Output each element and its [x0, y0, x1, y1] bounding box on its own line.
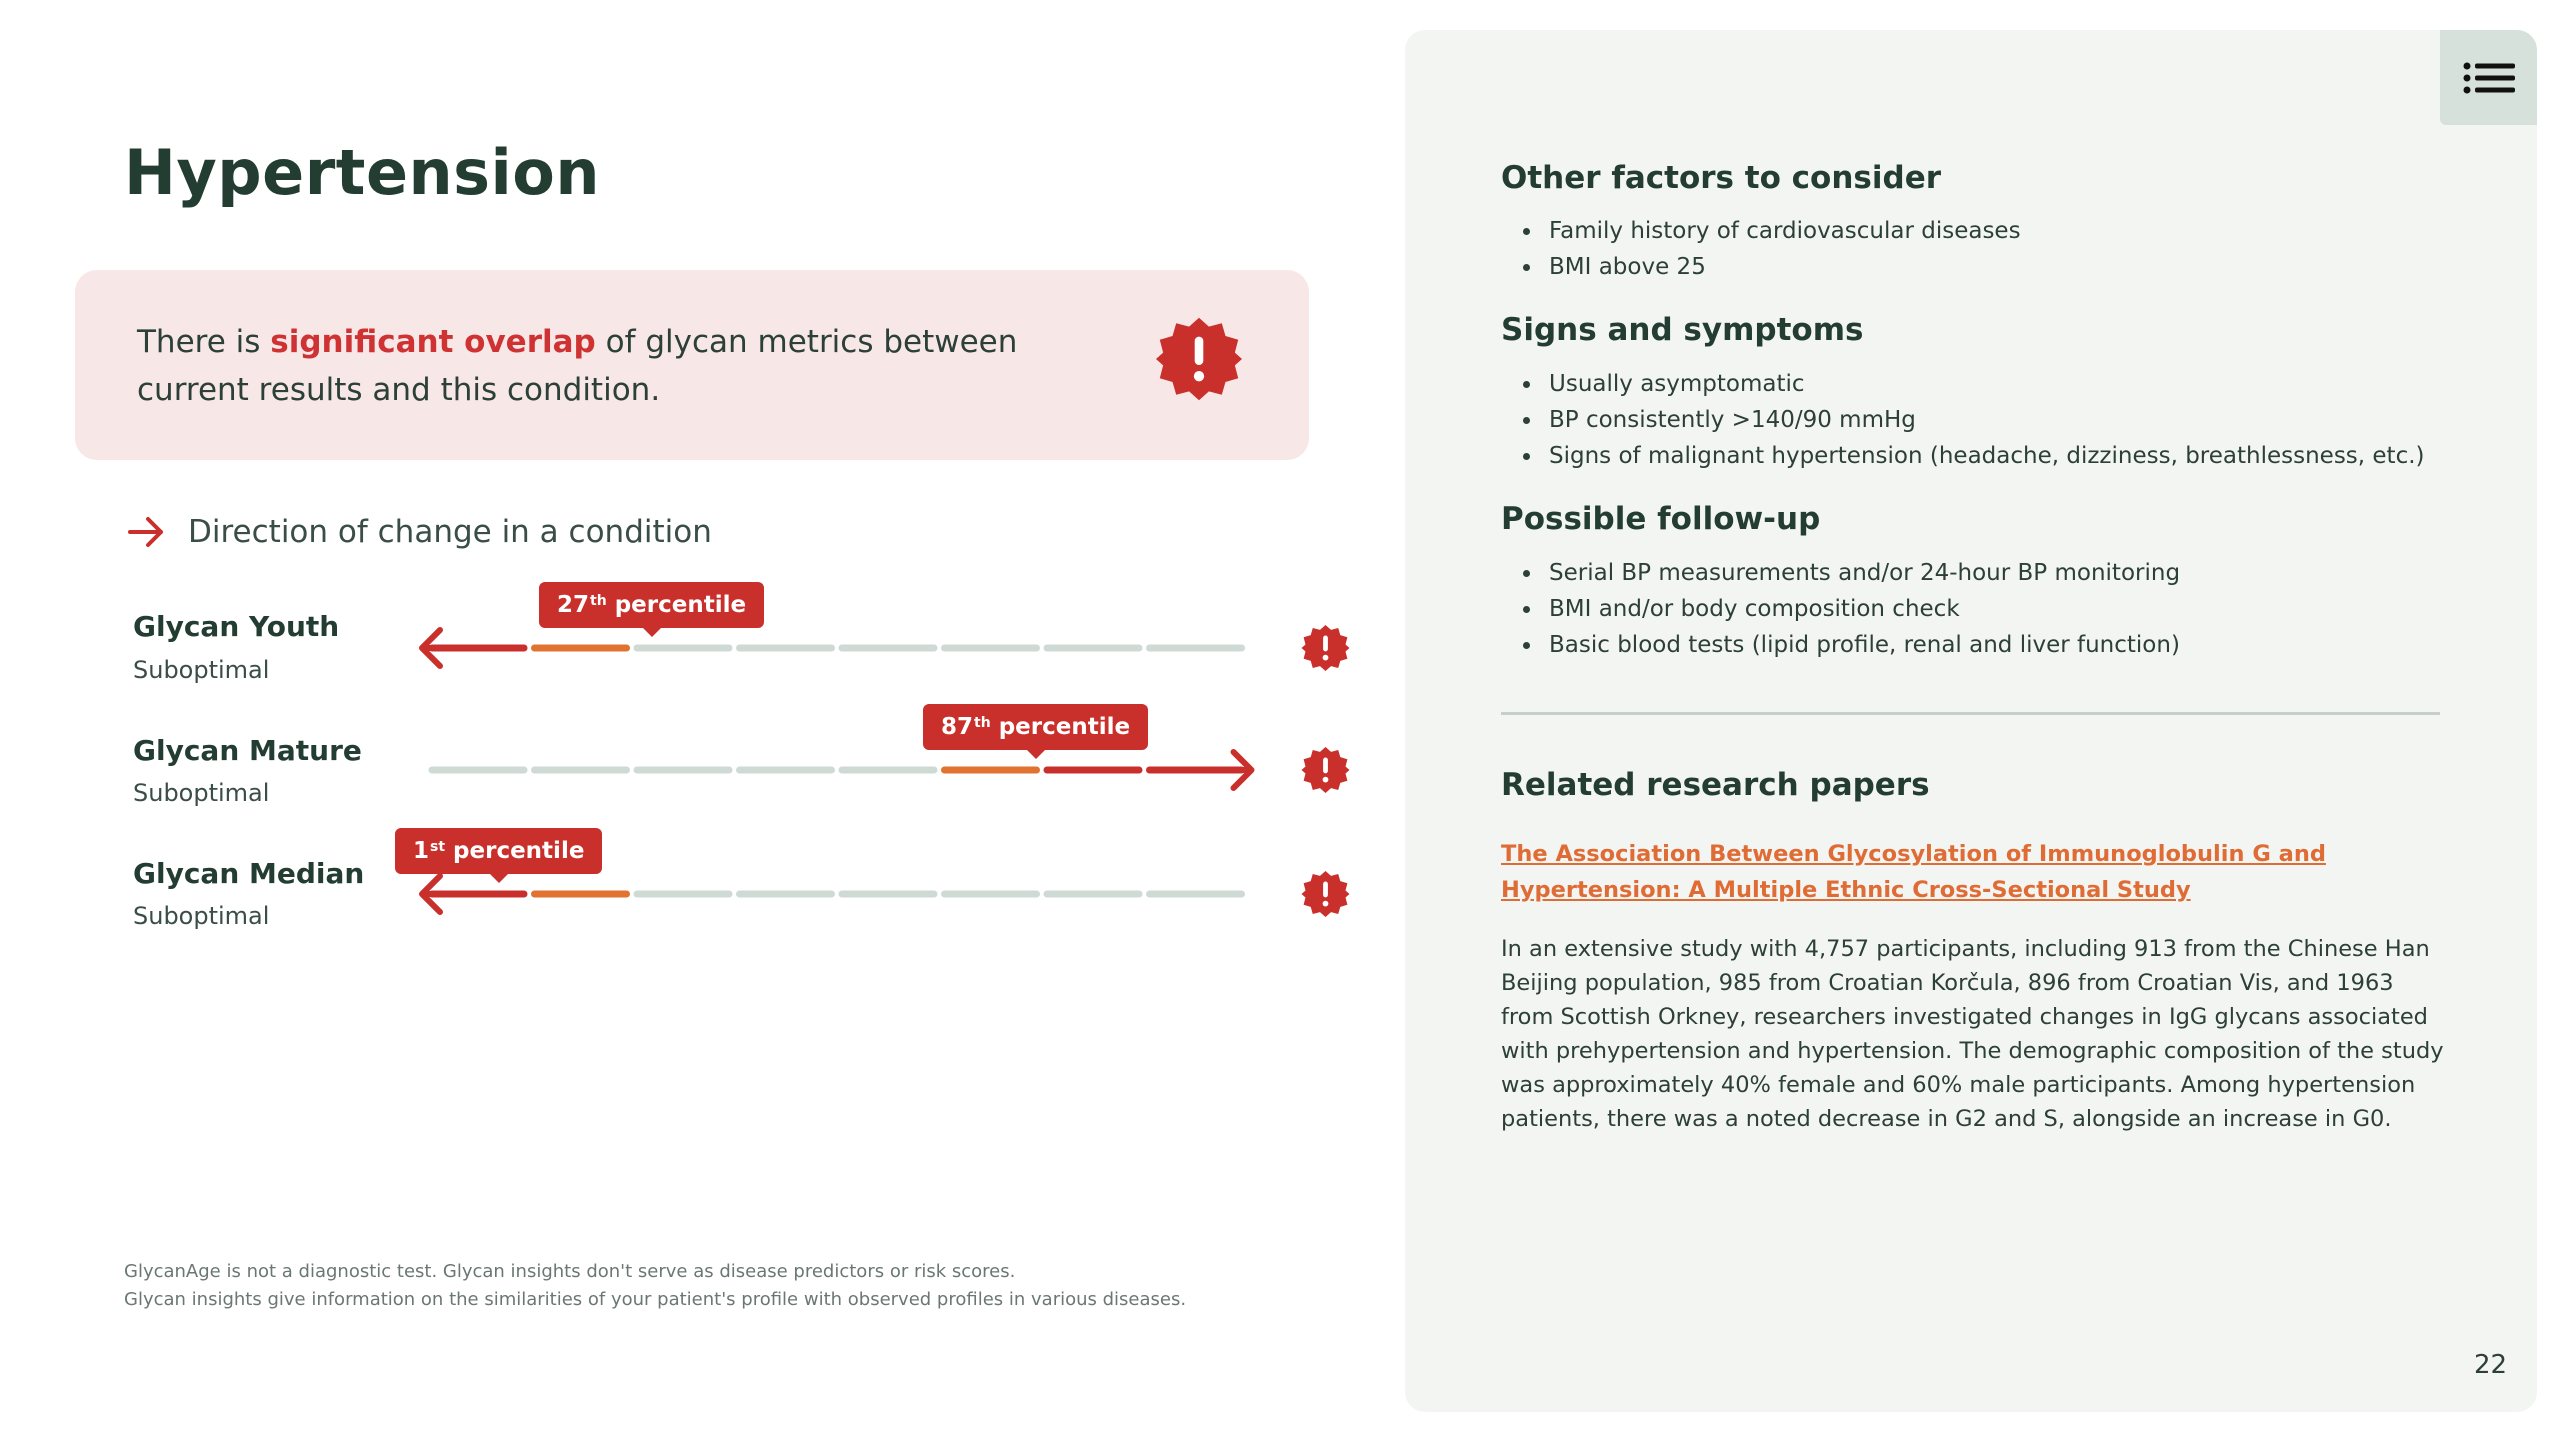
direction-label: Direction of change in a condition [188, 514, 712, 550]
paper-summary: In an extensive study with 4,757 participants, including 913 from the Chinese Han Beijing population, 985 from Croatian Korčula, 896 from Croatian Vis, and 1963 from Scottish Orkney, researchers investigated changes in IgG glycans associated with prehypertension and hypertension. The demographic composition of the study was approximately 40% female and 60% male participants. Among hypertension patients, there was a noted decrease in G2 and S, alongside an increase in G0. [1501, 936, 2444, 1132]
page-title: Hypertension [124, 136, 601, 209]
metric-status-mature: Suboptimal [133, 779, 270, 807]
overlap-alert-card [75, 270, 1309, 460]
scale-median [420, 846, 1240, 946]
metric-name-median: Glycan Median [133, 857, 365, 890]
metric-status-median: Suboptimal [133, 902, 270, 930]
scale-mature [420, 722, 1240, 822]
metric-name-mature: Glycan Mature [133, 734, 362, 767]
symptoms-heading: Signs and symptoms [1501, 312, 1864, 348]
scale-youth [420, 600, 1240, 700]
arrow-left-icon [422, 876, 460, 912]
list-item: Serial BP measurements and/or 24-hour BP monitoring [1501, 555, 2180, 591]
disclaimer: GlycanAge is not a diagnostic test. Glycan insights don't serve as disease predictors or risk scores. Glycan insights give information on the similarities of your patient's profile with observed profiles in various diseases. [124, 1261, 1187, 1310]
followup-heading: Possible follow-up [1501, 501, 1821, 537]
symptoms-list [1501, 366, 2425, 474]
factors-list [1501, 213, 2021, 285]
page-number: 22 [2474, 1350, 2508, 1380]
list-item: BMI above 25 [1501, 249, 2021, 285]
factors-heading: Other factors to consider [1501, 160, 1942, 196]
arrow-right-icon [1214, 752, 1252, 788]
direction-legend [128, 510, 712, 554]
list-item: Signs of malignant hypertension (headache, dizziness, breathlessness, etc.) [1501, 438, 2425, 474]
percentile-badge-median: 1 $^{st}$ percentile [395, 828, 602, 874]
alert-badge-icon [1156, 316, 1242, 402]
percentile-badge-mature: 87 $^{th}$ percentile [923, 704, 1148, 750]
metric-name-youth: Glycan Youth [133, 610, 340, 643]
papers-heading: Related research papers [1501, 767, 1930, 803]
followup-list [1501, 555, 2180, 663]
metric-status-youth: Suboptimal [133, 656, 270, 684]
alert-badge-icon [1302, 871, 1350, 917]
alert-text: There is significant overlap of glycan metrics between current results and this condition. [137, 324, 1018, 408]
list-item: Family history of cardiovascular diseases [1501, 213, 2021, 249]
percentile-badge-youth: 27 $^{th}$ percentile [539, 582, 764, 628]
alert-badge-icon [1302, 625, 1350, 671]
list-item: BP consistently >140/90 mmHg [1501, 402, 2425, 438]
list-item: Usually asymptomatic [1501, 366, 2425, 402]
alert-badge-icon [1302, 747, 1350, 793]
list-item: Basic blood tests (lipid profile, renal and liver function) [1501, 627, 2180, 663]
arrow-left-icon [422, 630, 460, 666]
menu-button[interactable] [2440, 30, 2537, 125]
alert-highlight: significant overlap [270, 324, 596, 360]
list-item: BMI and/or body composition check [1501, 591, 2180, 627]
section-divider [1501, 712, 2440, 715]
arrow-right-icon [128, 515, 166, 549]
list-menu-icon [2463, 62, 2515, 94]
paper-link[interactable]: The Association Between Glycosylation of Immunoglobulin G and Hypertension: A Multiple Ethnic Cross-Sectional Study [1501, 841, 2326, 903]
